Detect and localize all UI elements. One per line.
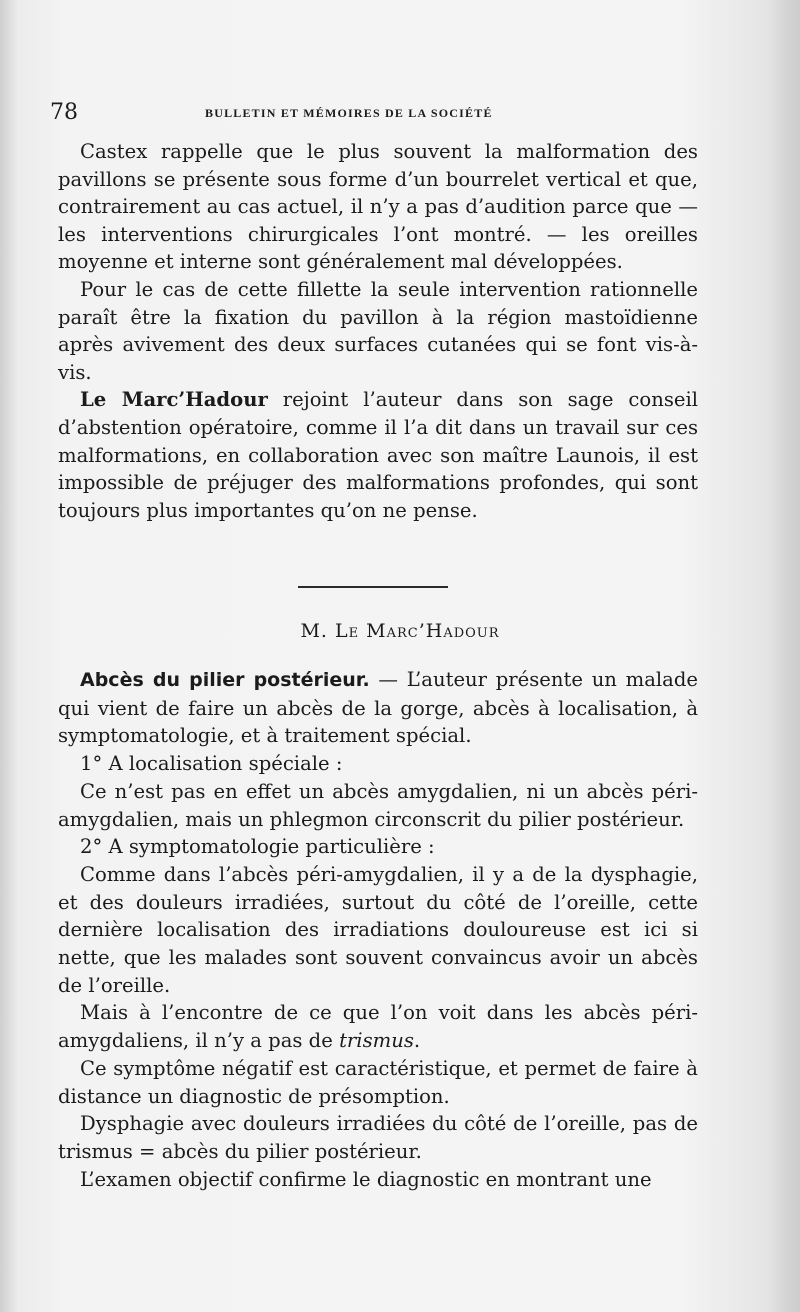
paragraph-intro — [58, 666, 698, 750]
point1-text: Ce n’est pas en effet un abcès amygdalien, ni un abcès péri-amygdalien, mais un phlegmon circonscrit du pilier postérieur. — [58, 779, 698, 831]
paragraph-castex: Castex rappelle que le plus souvent la malformation des pavillons se présente sous forme d’un bourrelet vertical et que, contrairement au cas actuel, il n’y a pas d’audition parce que — les interventions chirurgicales l’ont montré. — les oreilles moyenne et interne sont généralement mal développées. — [58, 140, 698, 274]
article-title: Abcès du pilier postérieur. — [80, 669, 370, 691]
paragraph-le-marc-hadour-text: rejoint l’auteur dans son sage conseil d’abstention opératoire, comme il l’a dit dans un travail sur ces malformations, en collaboration avec son maître Launois, il est impossible de préjuger des malformations profondes, qui sont toujours plus importantes qu’on ne pense. — [58, 388, 699, 522]
paragraph-dysphagie: Dysphagie avec douleurs irradiées du côté de l’oreille, pas de trismus = abcès du pilier postérieur. — [58, 1112, 698, 1163]
point2-label: 2° A symptomatologie particulière : — [80, 835, 435, 859]
intro-text: — L’auteur présente un malade qui vient de faire un abcès de la gorge, abcès à localisation, à symptomatologie, et à traitement spécial. — [58, 668, 698, 748]
section-divider — [298, 586, 448, 588]
paragraph-mais-after: . — [413, 1029, 421, 1053]
point1-label: 1° A localisation spéciale : — [80, 752, 343, 776]
point2-text: Comme dans l’abcès péri-amygdalien, il y a de la dysphagie, et des douleurs irradiées, surtout du côté de l’oreille, cette dernière localisation des irradiations douloureuse est ici si nette, que les malades sont souvent convaincus avoir un abcès de l’oreille. — [58, 862, 698, 997]
author-name-bold: Le Marc’Hadour — [80, 388, 268, 412]
running-head: BULLETIN ET MÉMOIRES DE LA SOCIÉTÉ — [205, 106, 493, 120]
page-edge-shadow — [770, 0, 800, 1312]
paragraph-mais-before: Mais à l’encontre de ce que l’on voit dans les abcès péri-amygdaliens, il n’y a pas de — [58, 1001, 698, 1053]
paragraph-le-marc-hadour — [58, 386, 698, 524]
discussion-text — [58, 138, 698, 524]
paragraph-intervention: Pour le cas de cette fillette la seule intervention rationnelle paraît être la fixation du pavillon à la région mastoïdienne après avivement des deux surfaces cutanées qui se font vis-à-vis. — [58, 277, 698, 384]
paragraph-examen: L’examen objectif confirme le diagnostic en montrant une — [80, 1167, 652, 1191]
trismus-italic: trismus — [339, 1029, 414, 1053]
paragraph-symptome: Ce symptôme négatif est caractéristique, et permet de faire à distance un diagnostic de présomption. — [58, 1056, 698, 1108]
page-header — [50, 100, 690, 130]
page-spine-shadow — [0, 0, 18, 1312]
author-heading: M. Le Marc’Hadour — [300, 620, 500, 642]
article-text — [58, 666, 698, 1193]
paragraph-mais — [58, 999, 698, 1054]
page-number: 78 — [50, 100, 78, 125]
